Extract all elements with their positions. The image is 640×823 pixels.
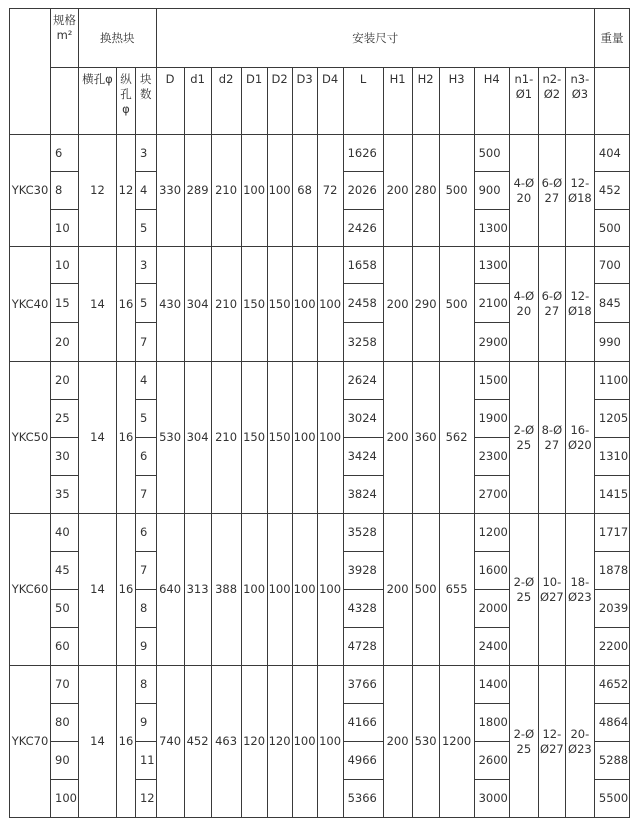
dim-D-cell: 740 [156, 666, 184, 818]
L-cell: 5366 [343, 780, 383, 818]
weight-cell: 5288 [594, 742, 629, 780]
weight-cell: 845 [594, 284, 629, 323]
weight-cell: 990 [594, 323, 629, 362]
header-col-d2: d2 [211, 68, 241, 135]
table-row [10, 514, 630, 552]
n3-cell: 12-Ø18 [565, 247, 594, 362]
blocks-cell: 4 [135, 362, 156, 400]
area-cell: 25 [51, 400, 79, 438]
blocks-cell: 8 [135, 666, 156, 704]
L-cell: 3258 [343, 323, 383, 362]
L-cell: 2624 [343, 362, 383, 400]
dim-D2-cell: 100 [267, 514, 292, 666]
weight-cell: 404 [594, 135, 629, 172]
header-col-D3: D3 [292, 68, 317, 135]
L-cell: 2458 [343, 284, 383, 323]
L-cell: 2426 [343, 210, 383, 247]
n1-cell: 2-Ø25 [509, 666, 538, 818]
n2-cell: 6-Ø27 [538, 247, 565, 362]
n2-cell: 10-Ø27 [538, 514, 565, 666]
dim-D-cell: 430 [156, 247, 184, 362]
model-cell: YKC50 [10, 362, 51, 514]
dim-H1-cell: 200 [383, 135, 412, 247]
dim-D1-cell: 120 [241, 666, 267, 818]
dim-d1-cell: 313 [184, 514, 211, 666]
area-cell: 35 [51, 476, 79, 514]
area-cell: 20 [51, 323, 79, 362]
dim-H2-cell: 290 [412, 247, 439, 362]
dim-D3-cell: 68 [292, 135, 317, 247]
hole-h-cell: 14 [78, 362, 116, 514]
blocks-cell: 7 [135, 476, 156, 514]
dim-D4-cell: 100 [317, 514, 343, 666]
weight-cell: 1717 [594, 514, 629, 552]
blocks-cell: 3 [135, 247, 156, 284]
hole-v-cell: 16 [116, 666, 135, 818]
header-row-1 [10, 9, 630, 68]
hole-h-cell: 14 [78, 666, 116, 818]
weight-cell: 1205 [594, 400, 629, 438]
blocks-cell: 12 [135, 780, 156, 818]
L-cell: 3024 [343, 400, 383, 438]
dim-d2-cell: 210 [211, 362, 241, 514]
dim-D-cell: 530 [156, 362, 184, 514]
weight-cell: 1100 [594, 362, 629, 400]
header-col-L: L [343, 68, 383, 135]
dim-D2-cell: 150 [267, 247, 292, 362]
weight-cell: 1415 [594, 476, 629, 514]
dim-D3-cell: 100 [292, 362, 317, 514]
dim-d1-cell: 289 [184, 135, 211, 247]
area-cell: 30 [51, 438, 79, 476]
n3-cell: 16-Ø20 [565, 362, 594, 514]
weight-cell: 4652 [594, 666, 629, 704]
dim-H3-cell: 500 [439, 247, 474, 362]
n2-cell: 12-Ø27 [538, 666, 565, 818]
L-cell: 3528 [343, 514, 383, 552]
dim-H3-cell: 1200 [439, 666, 474, 818]
header-spec-label: 规格 [52, 13, 76, 27]
dim-d2-cell: 463 [211, 666, 241, 818]
header-n1: n1-Ø1 [509, 68, 538, 135]
table-row [10, 247, 630, 284]
blocks-cell: 9 [135, 704, 156, 742]
area-cell: 60 [51, 628, 79, 666]
dim-D1-cell: 150 [241, 247, 267, 362]
weight-cell: 700 [594, 247, 629, 284]
blocks-cell: 5 [135, 400, 156, 438]
dim-D3-cell: 100 [292, 247, 317, 362]
hole-v-cell: 12 [116, 135, 135, 247]
header-spec [51, 9, 79, 68]
area-cell: 90 [51, 742, 79, 780]
dim-H2-cell: 280 [412, 135, 439, 247]
L-cell: 3824 [343, 476, 383, 514]
H4-cell: 1300 [474, 210, 509, 247]
header-col-H3: H3 [439, 68, 474, 135]
dim-D3-cell: 100 [292, 666, 317, 818]
hole-h-cell: 14 [78, 514, 116, 666]
L-cell: 3766 [343, 666, 383, 704]
hole-v-cell: 16 [116, 362, 135, 514]
model-cell: YKC60 [10, 514, 51, 666]
table-row [10, 135, 630, 172]
dim-d1-cell: 304 [184, 362, 211, 514]
blocks-cell: 7 [135, 323, 156, 362]
model-cell: YKC30 [10, 135, 51, 247]
dim-D2-cell: 120 [267, 666, 292, 818]
n1-cell: 4-Ø20 [509, 135, 538, 247]
header-row-2 [10, 68, 630, 135]
area-cell: 40 [51, 514, 79, 552]
header-hole-h: 横孔φ [78, 68, 116, 135]
H4-cell: 1500 [474, 362, 509, 400]
n1-cell: 4-Ø20 [509, 247, 538, 362]
H4-cell: 2100 [474, 284, 509, 323]
area-cell: 20 [51, 362, 79, 400]
dim-H2-cell: 360 [412, 362, 439, 514]
header-n3: n3-Ø3 [565, 68, 594, 135]
area-cell: 50 [51, 590, 79, 628]
H4-cell: 1200 [474, 514, 509, 552]
n2-cell: 8-Ø27 [538, 362, 565, 514]
H4-cell: 500 [474, 135, 509, 172]
dim-D4-cell: 72 [317, 135, 343, 247]
L-cell: 1626 [343, 135, 383, 172]
dim-D2-cell: 150 [267, 362, 292, 514]
dim-D-cell: 640 [156, 514, 184, 666]
model-cell: YKC40 [10, 247, 51, 362]
n1-cell: 2-Ø25 [509, 514, 538, 666]
blocks-cell: 11 [135, 742, 156, 780]
model-cell: YKC70 [10, 666, 51, 818]
dim-d2-cell: 210 [211, 135, 241, 247]
H4-cell: 1600 [474, 552, 509, 590]
weight-cell: 5500 [594, 780, 629, 818]
header-col-H4: H4 [474, 68, 509, 135]
dim-D4-cell: 100 [317, 666, 343, 818]
L-cell: 3928 [343, 552, 383, 590]
H4-cell: 2700 [474, 476, 509, 514]
dim-d1-cell: 452 [184, 666, 211, 818]
dim-H1-cell: 200 [383, 247, 412, 362]
hole-v-cell: 16 [116, 514, 135, 666]
weight-cell: 1878 [594, 552, 629, 590]
dim-H3-cell: 655 [439, 514, 474, 666]
dim-d2-cell: 388 [211, 514, 241, 666]
header-hole-v: 纵孔φ [116, 68, 135, 135]
dim-H3-cell: 562 [439, 362, 474, 514]
dim-D3-cell: 100 [292, 514, 317, 666]
table-row [10, 666, 630, 704]
n3-cell: 12-Ø18 [565, 135, 594, 247]
H4-cell: 2400 [474, 628, 509, 666]
L-cell: 2026 [343, 172, 383, 210]
dim-H1-cell: 200 [383, 514, 412, 666]
H4-cell: 900 [474, 172, 509, 210]
weight-cell: 2039 [594, 590, 629, 628]
header-spec-unit: m² [56, 28, 73, 42]
H4-cell: 1300 [474, 247, 509, 284]
dim-d1-cell: 304 [184, 247, 211, 362]
header-col-D2: D2 [267, 68, 292, 135]
area-cell: 8 [51, 172, 79, 210]
dim-d2-cell: 210 [211, 247, 241, 362]
H4-cell: 3000 [474, 780, 509, 818]
dim-D-cell: 330 [156, 135, 184, 247]
blocks-cell: 6 [135, 438, 156, 476]
blocks-cell: 7 [135, 552, 156, 590]
H4-cell: 1900 [474, 400, 509, 438]
L-cell: 4328 [343, 590, 383, 628]
blocks-cell: 4 [135, 172, 156, 210]
weight-cell: 500 [594, 210, 629, 247]
H4-cell: 2600 [474, 742, 509, 780]
n1-cell: 2-Ø25 [509, 362, 538, 514]
n3-cell: 20-Ø23 [565, 666, 594, 818]
header-weight: 重量 [594, 9, 629, 68]
n2-cell: 6-Ø27 [538, 135, 565, 247]
H4-cell: 2000 [474, 590, 509, 628]
area-cell: 100 [51, 780, 79, 818]
L-cell: 1658 [343, 247, 383, 284]
dim-D1-cell: 150 [241, 362, 267, 514]
dim-D1-cell: 100 [241, 135, 267, 247]
blocks-cell: 6 [135, 514, 156, 552]
L-cell: 3424 [343, 438, 383, 476]
header-col-D4: D4 [317, 68, 343, 135]
hole-h-cell: 12 [78, 135, 116, 247]
dim-H1-cell: 200 [383, 362, 412, 514]
L-cell: 4966 [343, 742, 383, 780]
L-cell: 4728 [343, 628, 383, 666]
weight-cell: 2200 [594, 628, 629, 666]
n3-cell: 18-Ø23 [565, 514, 594, 666]
weight-cell: 452 [594, 172, 629, 210]
area-cell: 45 [51, 552, 79, 590]
blocks-cell: 9 [135, 628, 156, 666]
area-cell: 15 [51, 284, 79, 323]
area-cell: 80 [51, 704, 79, 742]
dim-H1-cell: 200 [383, 666, 412, 818]
header-n2: n2-Ø2 [538, 68, 565, 135]
header-col-H2: H2 [412, 68, 439, 135]
weight-cell: 1310 [594, 438, 629, 476]
header-col-d1: d1 [184, 68, 211, 135]
L-cell: 4166 [343, 704, 383, 742]
header-spec-blank [51, 68, 79, 135]
dim-D4-cell: 100 [317, 247, 343, 362]
blocks-cell: 5 [135, 284, 156, 323]
hole-h-cell: 14 [78, 247, 116, 362]
H4-cell: 1800 [474, 704, 509, 742]
header-corner [10, 9, 51, 135]
blocks-cell: 3 [135, 135, 156, 172]
blocks-cell: 5 [135, 210, 156, 247]
header-col-D: D [156, 68, 184, 135]
dim-D4-cell: 100 [317, 362, 343, 514]
H4-cell: 1400 [474, 666, 509, 704]
area-cell: 10 [51, 247, 79, 284]
dim-H2-cell: 530 [412, 666, 439, 818]
dim-D1-cell: 100 [241, 514, 267, 666]
area-cell: 10 [51, 210, 79, 247]
area-cell: 6 [51, 135, 79, 172]
dim-D2-cell: 100 [267, 135, 292, 247]
header-exchanger: 换热块 [78, 9, 156, 68]
H4-cell: 2900 [474, 323, 509, 362]
header-col-H1: H1 [383, 68, 412, 135]
weight-cell: 4864 [594, 704, 629, 742]
table-row [10, 362, 630, 400]
area-cell: 70 [51, 666, 79, 704]
H4-cell: 2300 [474, 438, 509, 476]
spec-table [9, 8, 630, 818]
header-install: 安装尺寸 [156, 9, 594, 68]
dim-H3-cell: 500 [439, 135, 474, 247]
dim-H2-cell: 500 [412, 514, 439, 666]
header-block-count: 块数 [135, 68, 156, 135]
blocks-cell: 8 [135, 590, 156, 628]
hole-v-cell: 16 [116, 247, 135, 362]
header-col-D1: D1 [241, 68, 267, 135]
header-weight-blank [594, 68, 629, 135]
